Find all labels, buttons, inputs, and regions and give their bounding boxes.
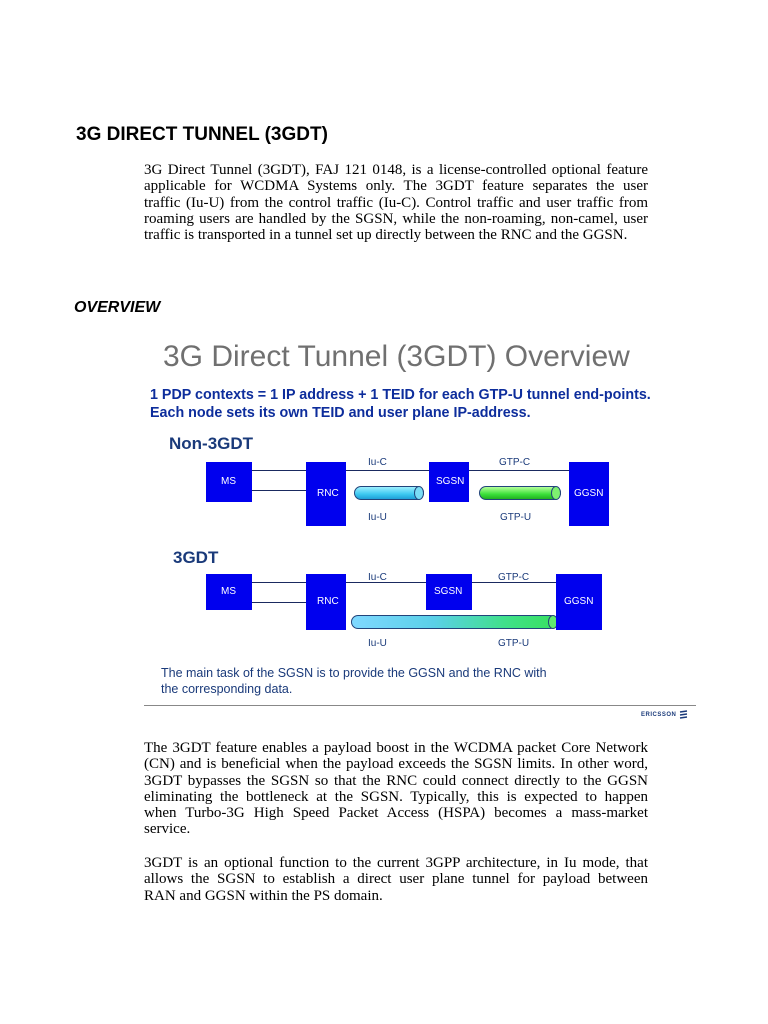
text-line: The 3GDT feature enables a payload boost in the WCDMA packet Core Network xyxy=(144,740,648,756)
gtp-c-label: GTP-C xyxy=(498,572,530,583)
rnc-node xyxy=(306,462,346,526)
text-line: roaming users are handled by the SGSN, while the non-roaming, non-camel, user xyxy=(144,210,648,227)
sgsn-node-label: SGSN xyxy=(436,476,465,487)
ggsn-node xyxy=(569,462,609,526)
page-heading: 3G DIRECT TUNNEL (3GDT) xyxy=(76,124,328,145)
gtp-u-tunnel-end xyxy=(551,486,561,500)
iu-c-line xyxy=(346,470,429,471)
text-line: service. xyxy=(144,821,191,838)
rnc-node-label: RNC xyxy=(317,488,339,499)
text-line: (CN) and is beneficial when the payload exceeds the SGSN limits. In other word, xyxy=(144,756,648,773)
body-paragraph-1 xyxy=(144,740,648,838)
ms-node xyxy=(206,462,252,502)
ggsn-node-label: GGSN xyxy=(574,488,604,499)
caption-line: The main task of the SGSN is to provide the GGSN and the RNC with xyxy=(161,666,547,680)
ericsson-logo xyxy=(641,710,688,719)
caption-line: the corresponding data. xyxy=(161,682,293,696)
slide-subtitle xyxy=(150,386,651,422)
text-line: eliminating the bottleneck at the SGSN. Typically, this is expected to happen xyxy=(144,788,648,805)
iu-u-label: Iu-U xyxy=(368,512,387,523)
text-line: 3G Direct Tunnel (3GDT), FAJ 121 0148, is a license-controlled optional feature xyxy=(144,162,648,178)
gtp-u-label: GTP-U xyxy=(500,512,532,523)
gtp-u-tunnel xyxy=(479,486,561,500)
subtitle-line: 1 PDP contexts = 1 IP address + 1 TEID for each GTP-U tunnel end-points. xyxy=(150,387,651,403)
iu-c-label: Iu-C xyxy=(368,457,387,468)
iu-u-tunnel-end xyxy=(414,486,424,500)
ms-rnc-upper-line xyxy=(252,470,306,471)
ms-node-label: MS xyxy=(221,476,236,487)
text-line: when Turbo-3G High Speed Packet Access (HSPA) becomes a mass-market xyxy=(144,805,648,822)
overview-heading: OVERVIEW xyxy=(74,299,161,316)
iu-c-label: Iu-C xyxy=(368,572,387,583)
rnc-node xyxy=(306,574,346,630)
sgsn-node xyxy=(429,462,469,502)
gtp-u-label: GTP-U xyxy=(498,638,530,649)
ms-rnc-upper-line xyxy=(252,582,306,583)
slide-title: 3G Direct Tunnel (3GDT) Overview xyxy=(163,340,630,373)
sgsn-node-label: SGSN xyxy=(434,586,463,597)
rnc-node-label: RNC xyxy=(317,596,339,607)
text-line: 3GDT is an optional function to the current 3GPP architecture, in Iu mode, that xyxy=(144,855,648,871)
3gdt-label: 3GDT xyxy=(173,548,219,567)
ggsn-node xyxy=(556,574,602,630)
ms-rnc-lower-line xyxy=(252,602,306,603)
sgsn-node xyxy=(426,574,472,610)
logo-text: ERICSSON xyxy=(641,712,677,719)
iu-u-label: Iu-U xyxy=(368,638,387,649)
text-line: applicable for WCDMA Systems only. The 3GDT feature separates the user xyxy=(144,178,648,195)
non-3gdt-label: Non-3GDT xyxy=(169,434,254,453)
intro-paragraph xyxy=(144,162,648,243)
body-paragraph-2 xyxy=(144,855,648,904)
ggsn-node-label: GGSN xyxy=(564,596,594,607)
text-line: traffic is transported in a tunnel set up directly between the RNC and the GGSN. xyxy=(144,227,628,244)
slide-divider xyxy=(144,705,696,706)
ericsson-mark-icon xyxy=(679,710,688,719)
ms-node xyxy=(206,574,252,610)
text-line: allows the SGSN to establish a direct user plane tunnel for payload between xyxy=(144,871,648,888)
gtp-c-line xyxy=(469,470,569,471)
ms-rnc-lower-line xyxy=(252,490,306,491)
text-line: RAN and GGSN within the PS domain. xyxy=(144,887,383,904)
subtitle-line: Each node sets its own TEID and user plane IP-address. xyxy=(150,405,531,421)
text-line: traffic (Iu-U) from the control traffic (Iu-C). Control traffic and user traffic from xyxy=(144,194,648,211)
gtp-c-label: GTP-C xyxy=(499,457,531,468)
text-line: 3GDT bypasses the SGSN so that the RNC could connect directly to the GGSN xyxy=(144,772,648,789)
ms-node-label: MS xyxy=(221,586,236,597)
slide-caption xyxy=(161,665,631,697)
direct-user-plane-tunnel xyxy=(351,615,557,629)
